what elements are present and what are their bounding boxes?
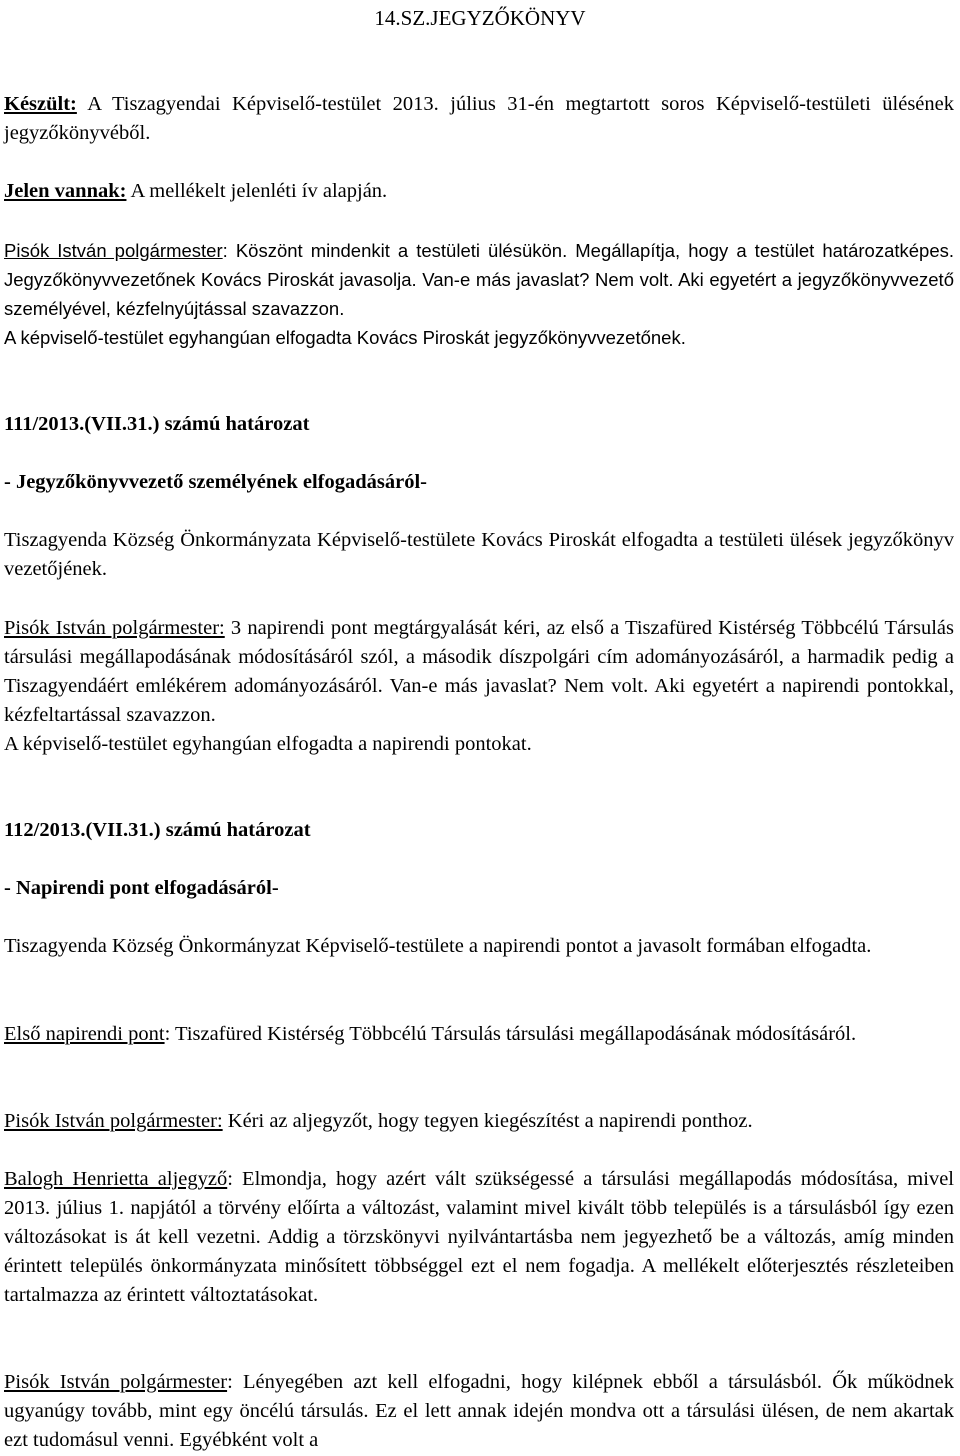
present-label: Jelen vannak:	[4, 180, 127, 202]
mayor-label: Pisók István polgármester:	[4, 1110, 223, 1132]
present-paragraph	[4, 177, 954, 206]
deputy-notary-paragraph	[4, 1165, 954, 1310]
document-title: 14.SZ.JEGYZŐKÖNYV	[374, 6, 586, 30]
deputy-notary-label: Balogh Henrietta aljegyző	[4, 1168, 228, 1190]
resolution-111-subject: - Jegyzőkönyvvezető személyének elfogadásáról-	[4, 471, 427, 493]
mayor-request-text: Kéri az aljegyzőt, hogy tegyen kiegészítést a napirendi ponthoz.	[222, 1110, 753, 1132]
vote-result-1: A képviselő-testület egyhangúan elfogadta Kovács Piroskát jegyzőkönyvvezetőnek.	[4, 327, 686, 348]
first-agenda-paragraph	[4, 1020, 954, 1049]
first-agenda-text: : Tiszafüred Kistérség Többcélú Társulás társulási megállapodásának módosításáról.	[164, 1023, 857, 1045]
mayor-label: Pisók István polgármester	[4, 1371, 228, 1393]
resolution-112-text: Tiszagyenda Község Önkormányzat Képviselő-testülete a napirendi pontot a javasolt formában elfogadta.	[4, 935, 872, 957]
prepared-text: A Tiszagyendai Képviselő-testület 2013. július 31-én megtartott soros Képviselő-testületi ülésének jegyzőkönyvéből.	[4, 93, 954, 144]
resolution-111-heading: 111/2013.(VII.31.) számú határozat	[4, 413, 310, 435]
first-agenda-label: Első napirendi pont	[4, 1023, 165, 1045]
present-text: A mellékelt jelenléti ív alapján.	[126, 180, 388, 202]
mayor-agenda-text: 3 napirendi pont megtárgyalását kéri, az első a Tiszafüred Kistérség Többcélú Társulás társulási megállapodásának módosításáról szól, a második díszpolgári cím adományozásáról, a harmadik pedig a Tiszagyendáért emlékérem adományozásáról. Van-e más javaslat? Nem volt. Aki egyetért a napirendi pontokkal, kézfeltartással szavazzon.	[4, 617, 954, 726]
mayor-closing-paragraph	[4, 1368, 954, 1455]
vote-result-2: A képviselő-testület egyhangúan elfogadta a napirendi pontokat.	[4, 733, 532, 755]
prepared-label: Készült:	[4, 93, 77, 115]
prepared-paragraph	[4, 90, 954, 148]
resolution-111-text: Tiszagyenda Község Önkormányzata Képviselő-testülete Kovács Piroskát elfogadta a testületi ülések jegyzőkönyv vezetőjének.	[4, 529, 954, 580]
resolution-112-heading: 112/2013.(VII.31.) számú határozat	[4, 819, 311, 841]
mayor-agenda-paragraph	[4, 614, 954, 759]
mayor-closing-text: : Lényegében azt kell elfogadni, hogy kilépnek ebből a társulásból. Ők működnek ugyanúgy tovább, mint egy öncélú társulás. Ez el lett annak idején mondva ott a társulási ülésen, de nem akartak ezt tudomásul venni. Egyébként volt a	[4, 1371, 954, 1451]
mayor-label: Pisók István polgármester:	[4, 617, 225, 639]
resolution-112-subject: - Napirendi pont elfogadásáról-	[4, 877, 279, 899]
mayor-opening-text: : Köszönt mindenkit a testületi ülésükön. Megállapítja, hogy a testület határozatképes. Jegyzőkönyvvezetőnek Kovács Piroskát javasolja. Van-e más javaslat? Nem volt. Aki egyetért a jegyzőkönyvvezető személyével, kézfelnyújtással szavazzon.	[4, 240, 954, 319]
mayor-request-paragraph	[4, 1107, 954, 1136]
deputy-notary-text: : Elmondja, hogy azért vált szükségessé a társulási megállapodás módosítása, mivel 2013. július 1. napjától a törvény előírta a változást, valamint mivel kivált több település is a társulásból így ezen változásokat is át kell vezetni. Addig a törzskönyvi nyilvántartásba nem jegyezhető be a változás, amíg minden érintett település önkormányzata minősített többséggel ezt el nem fogadja. A mellékelt előterjesztés részleteiben tartalmazza az érintett változtatásokat.	[4, 1168, 954, 1306]
mayor-opening-paragraph	[4, 236, 954, 352]
mayor-label: Pisók István polgármester	[4, 240, 223, 261]
